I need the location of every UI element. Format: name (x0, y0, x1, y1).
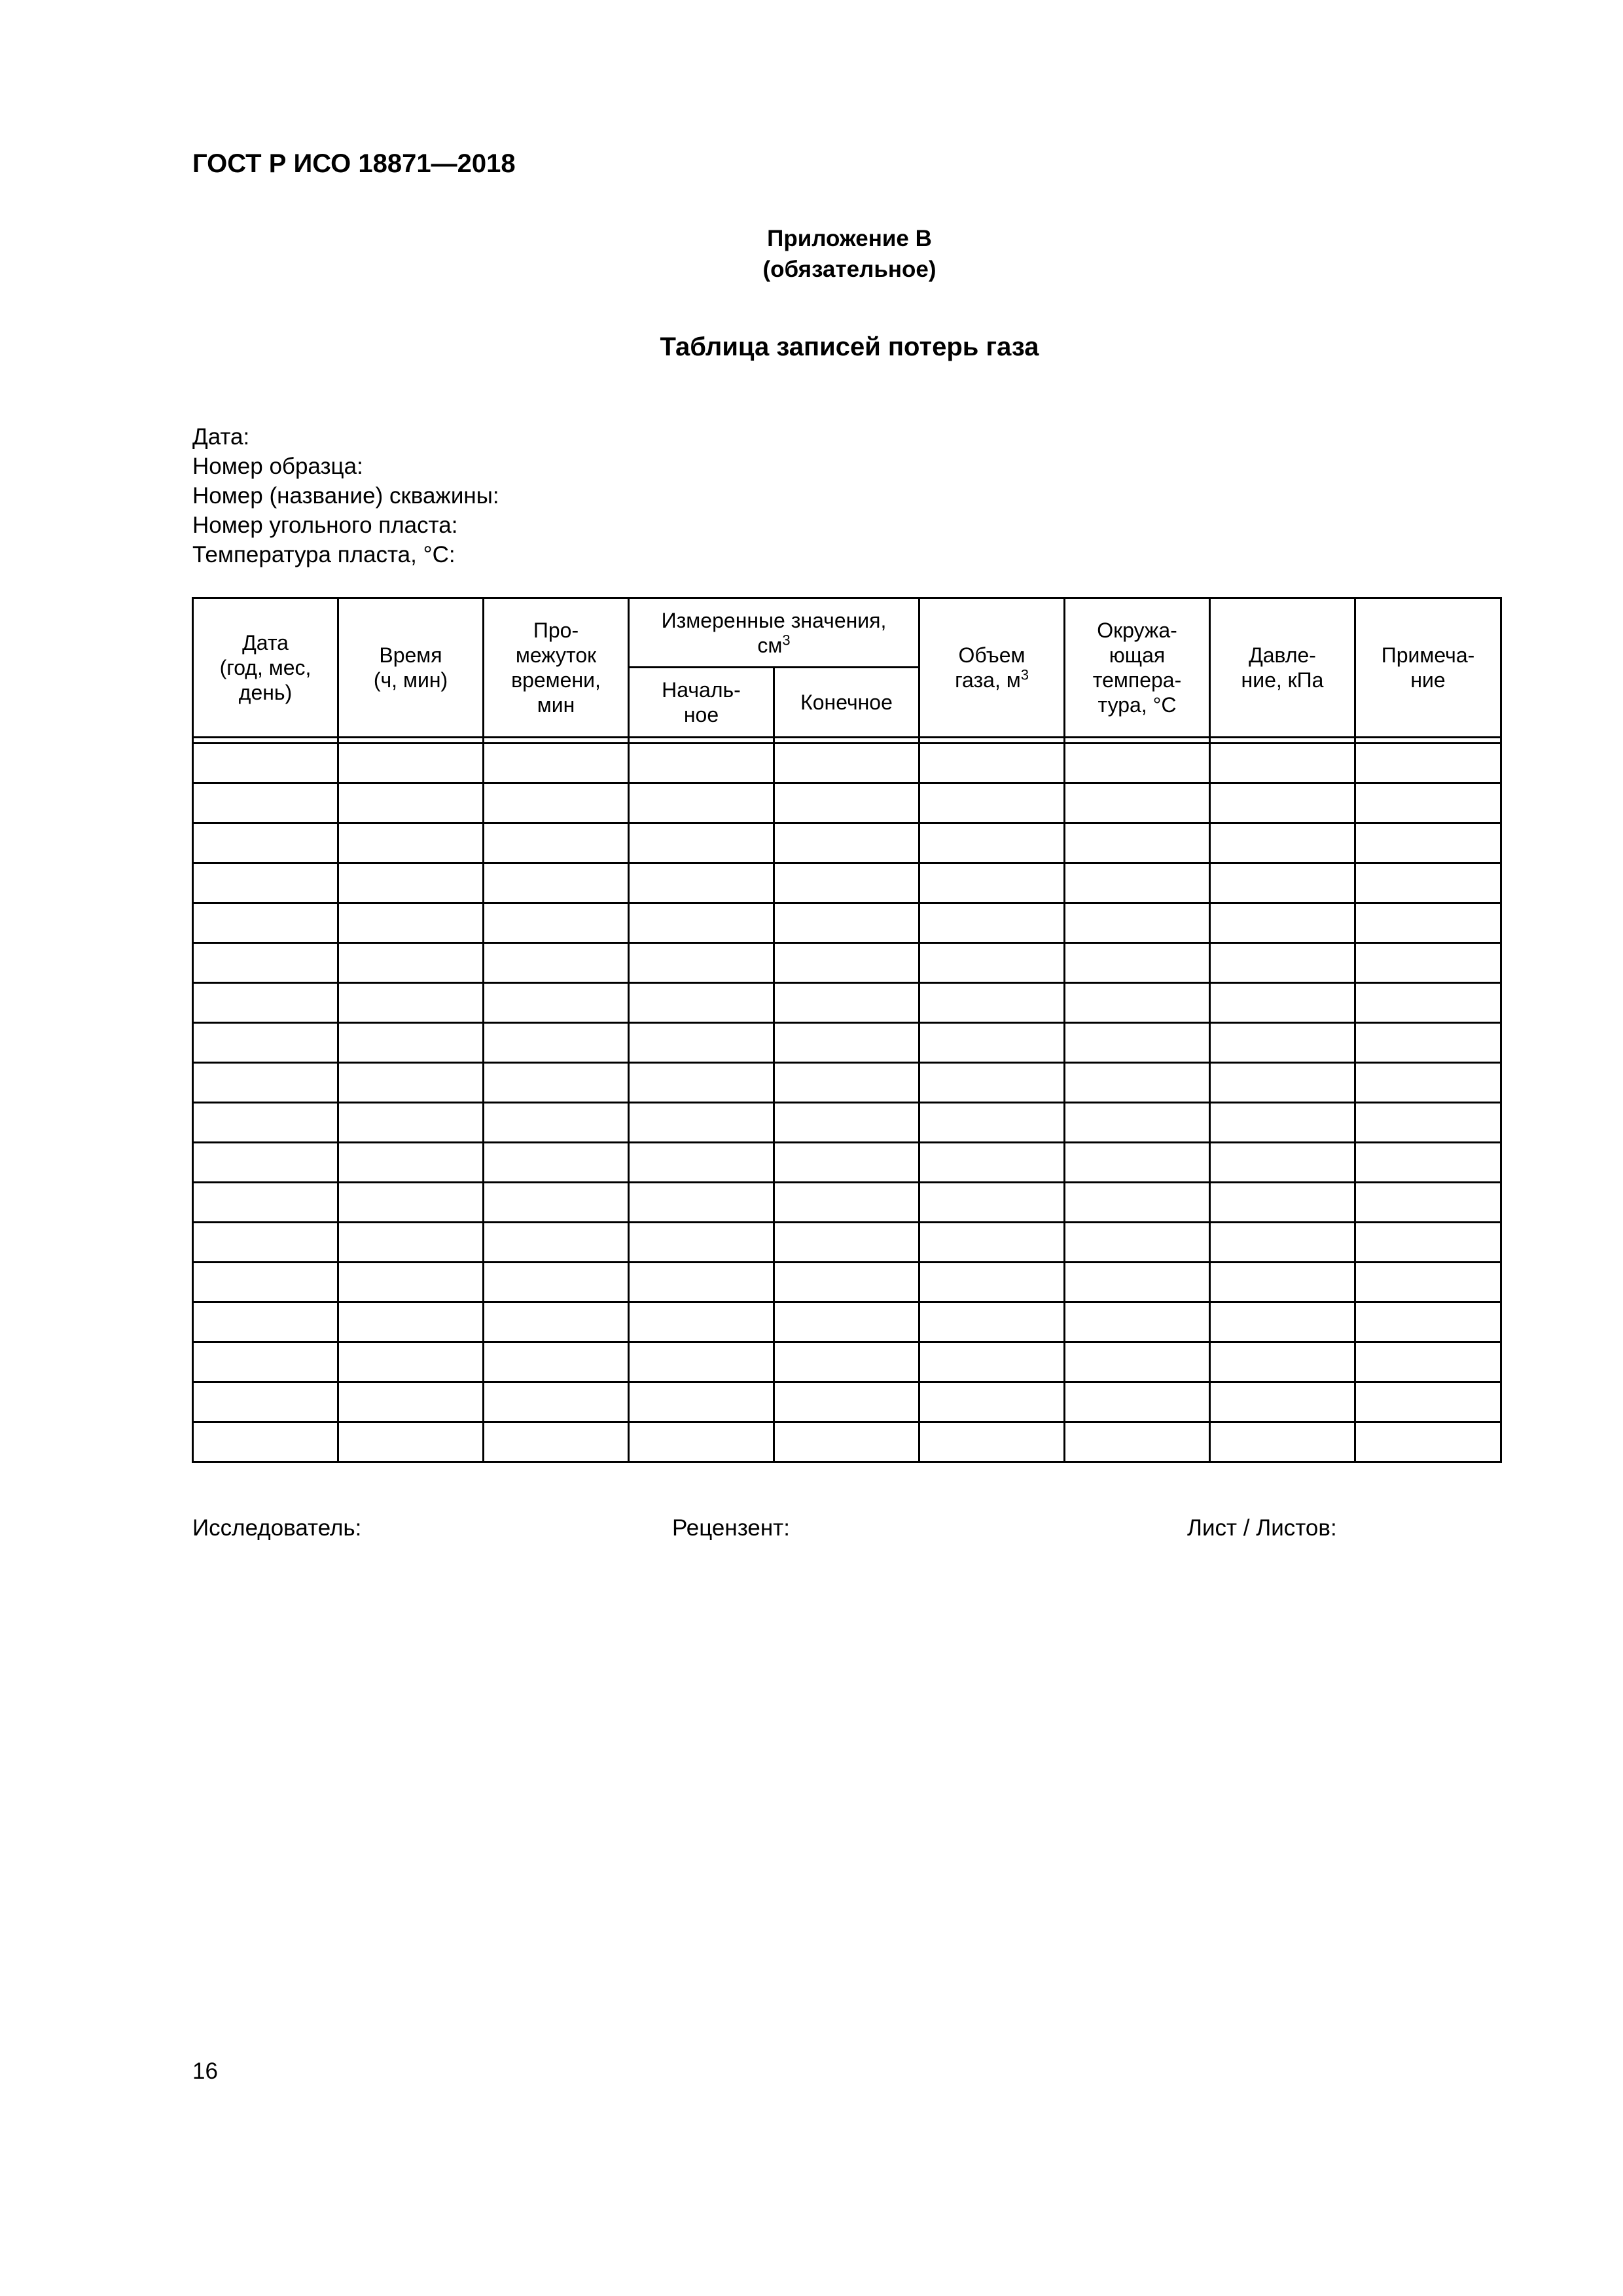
table-cell (338, 1143, 484, 1183)
table-cell (338, 1302, 484, 1342)
field-seam-temperature-label: Температура пласта, °С: (192, 542, 455, 567)
table-cell (1210, 1023, 1355, 1063)
table-row (193, 1342, 1501, 1382)
table-cell (1065, 1103, 1210, 1143)
field-date-label: Дата: (192, 424, 250, 450)
table-cell (1065, 863, 1210, 903)
table-cell (484, 1302, 629, 1342)
table-cell (193, 1143, 338, 1183)
table-cell (629, 1063, 774, 1103)
header-gas-volume: Объем газа, $м^3$ (919, 598, 1065, 738)
table-cell (338, 1342, 484, 1382)
table-cell (484, 1263, 629, 1302)
table-row (193, 744, 1501, 783)
table-cell (193, 943, 338, 983)
field-well-label: Номер (название) скважины: (192, 483, 499, 509)
researcher-label: Исследователь: (192, 1515, 362, 1541)
table-cell (629, 1422, 774, 1462)
table-cell (1210, 1342, 1355, 1382)
table-cell (338, 783, 484, 823)
table-cell (629, 1342, 774, 1382)
table-cell (484, 1422, 629, 1462)
table-cell (1210, 903, 1355, 943)
field-sample-number-label: Номер образца: (192, 454, 363, 479)
table-cell (629, 903, 774, 943)
table-cell (919, 1342, 1065, 1382)
table-cell (1355, 863, 1501, 903)
table-cell (1065, 1342, 1210, 1382)
table-cell (919, 943, 1065, 983)
table-cell (338, 1422, 484, 1462)
table-cell (1065, 744, 1210, 783)
table-cell (484, 744, 629, 783)
table-cell (774, 744, 919, 783)
table-cell (774, 1143, 919, 1183)
table-cell (1355, 744, 1501, 783)
table-row (193, 863, 1501, 903)
table-cell (1210, 983, 1355, 1023)
header-final: Конечное (774, 668, 919, 738)
table-cell (338, 903, 484, 943)
table-cell (193, 744, 338, 783)
header-pressure: Давле- ние, кПа (1210, 598, 1355, 738)
table-cell (1355, 983, 1501, 1023)
table-cell (1065, 903, 1210, 943)
table-cell (484, 1143, 629, 1183)
table-cell (629, 1143, 774, 1183)
table-cell (1355, 1063, 1501, 1103)
header-date: Дата (год, мес, день) (193, 598, 338, 738)
table-cell (1065, 1223, 1210, 1263)
table-cell (629, 1103, 774, 1143)
table-cell (919, 1263, 1065, 1302)
table-cell (774, 1063, 919, 1103)
table-cell (193, 823, 338, 863)
form-fields (192, 422, 499, 569)
table-cell (629, 1223, 774, 1263)
table-cell (774, 903, 919, 943)
table-cell (1210, 1143, 1355, 1183)
table-cell (919, 823, 1065, 863)
table-cell (338, 1063, 484, 1103)
table-cell (1210, 1302, 1355, 1342)
table-cell (338, 1183, 484, 1223)
table-cell (1065, 1382, 1210, 1422)
table-cell (1065, 1183, 1210, 1223)
table-cell (193, 1063, 338, 1103)
table-cell (193, 1382, 338, 1422)
table-cell (484, 1023, 629, 1063)
table-cell (484, 903, 629, 943)
table-cell (193, 1223, 338, 1263)
table-row (193, 1143, 1501, 1183)
table-cell (919, 863, 1065, 903)
table-cell (338, 823, 484, 863)
table-cell (774, 1263, 919, 1302)
field-coal-seam-label: Номер угольного пласта: (192, 512, 458, 538)
table-cell (1210, 744, 1355, 783)
table-cell (1355, 1382, 1501, 1422)
table-cell (629, 1023, 774, 1063)
table-cell (1355, 1342, 1501, 1382)
table-cell (484, 1063, 629, 1103)
table-title: Таблица записей потерь газа (660, 332, 1039, 361)
table-cell (629, 1263, 774, 1302)
reviewer-label: Рецензент: (672, 1515, 790, 1541)
table-cell (774, 943, 919, 983)
table-cell (774, 1183, 919, 1223)
table-cell (484, 1223, 629, 1263)
header-initial: Началь- ное (629, 668, 774, 738)
table-row (193, 1302, 1501, 1342)
table-cell (1210, 863, 1355, 903)
table-cell (484, 1183, 629, 1223)
table-cell (484, 823, 629, 863)
table-cell (774, 1302, 919, 1342)
table-row (193, 983, 1501, 1023)
table-cell (193, 1103, 338, 1143)
table-row (193, 1422, 1501, 1462)
table-row (193, 823, 1501, 863)
table-cell (1065, 823, 1210, 863)
table-cell (484, 1103, 629, 1143)
table-cell (919, 1063, 1065, 1103)
table-cell (1210, 1103, 1355, 1143)
appendix-title: Приложение В (767, 226, 932, 251)
table-cell (1355, 823, 1501, 863)
table-cell (774, 1223, 919, 1263)
table-cell (484, 863, 629, 903)
table-cell (1355, 1143, 1501, 1183)
header-time: Время (ч, мин) (338, 598, 484, 738)
table-cell (774, 863, 919, 903)
table-cell (193, 863, 338, 903)
table-cell (919, 1103, 1065, 1143)
table-cell (193, 1302, 338, 1342)
table-cell (629, 1302, 774, 1342)
document-code: ГОСТ Р ИСО 18871—2018 (192, 149, 516, 178)
table-cell (1065, 983, 1210, 1023)
table-cell (774, 1103, 919, 1143)
table-cell (774, 983, 919, 1023)
table-cell (1355, 1223, 1501, 1263)
table-cell (629, 863, 774, 903)
table-cell (1355, 783, 1501, 823)
table-cell (1065, 1263, 1210, 1302)
table-row (193, 943, 1501, 983)
table-cell (1065, 783, 1210, 823)
table-cell (919, 783, 1065, 823)
page-number: 16 (192, 2058, 218, 2084)
table-cell (1210, 783, 1355, 823)
table-cell (1210, 943, 1355, 983)
table-cell (629, 1183, 774, 1223)
table-cell (484, 1342, 629, 1382)
table-cell (1355, 1302, 1501, 1342)
table-row (193, 1382, 1501, 1422)
table-cell (1065, 1063, 1210, 1103)
table-cell (338, 1023, 484, 1063)
table-cell (193, 1263, 338, 1302)
table-cell (919, 903, 1065, 943)
table-cell (1355, 903, 1501, 943)
table-cell (774, 1382, 919, 1422)
table-cell (1210, 1382, 1355, 1422)
header-notes: Примеча- ние (1355, 598, 1501, 738)
table-cell (338, 1263, 484, 1302)
table-cell (774, 1422, 919, 1462)
table-row (193, 1183, 1501, 1223)
header-separator (193, 738, 1501, 744)
table-cell (338, 1223, 484, 1263)
table-cell (193, 783, 338, 823)
table-cell (919, 1422, 1065, 1462)
table-cell (338, 1103, 484, 1143)
table-cell (1355, 1263, 1501, 1302)
table-cell (1210, 823, 1355, 863)
table-cell (1210, 1422, 1355, 1462)
header-interval: Про- межуток времени, мин (484, 598, 629, 738)
table-cell (338, 863, 484, 903)
table-cell (774, 1023, 919, 1063)
table-cell (629, 943, 774, 983)
table-cell (193, 1023, 338, 1063)
table-cell (1210, 1063, 1355, 1103)
table-cell (1210, 1263, 1355, 1302)
table-cell (1065, 1302, 1210, 1342)
table-cell (774, 783, 919, 823)
table-cell (1065, 1023, 1210, 1063)
table-cell (1065, 1143, 1210, 1183)
table-cell (1210, 1183, 1355, 1223)
table-row (193, 783, 1501, 823)
table-cell (1355, 1023, 1501, 1063)
header-ambient-temperature: Окружа- ющая темпера- тура, °С (1065, 598, 1210, 738)
table-cell (484, 983, 629, 1023)
table-cell (338, 983, 484, 1023)
table-cell (1355, 943, 1501, 983)
table-cell (919, 1302, 1065, 1342)
table-cell (919, 1382, 1065, 1422)
table-cell (1210, 1223, 1355, 1263)
table-cell (919, 1023, 1065, 1063)
table-body (193, 744, 1501, 1462)
header-measured-values: Измеренные значения, $см^3$ (629, 598, 919, 668)
appendix-status: (обязательное) (762, 257, 936, 282)
table-cell (629, 823, 774, 863)
table-cell (1065, 943, 1210, 983)
table-row (193, 1223, 1501, 1263)
table-cell (484, 1382, 629, 1422)
table-row (193, 903, 1501, 943)
table-cell (774, 1342, 919, 1382)
gas-loss-table (192, 597, 1502, 1463)
table-row (193, 1263, 1501, 1302)
table-row (193, 1063, 1501, 1103)
table-cell (1355, 1103, 1501, 1143)
table-cell (919, 983, 1065, 1023)
table-cell (193, 903, 338, 943)
table-cell (484, 783, 629, 823)
table-cell (1355, 1422, 1501, 1462)
table-cell (193, 1183, 338, 1223)
table-cell (919, 1143, 1065, 1183)
table-cell (629, 983, 774, 1023)
table-cell (484, 943, 629, 983)
table-cell (193, 983, 338, 1023)
table-cell (629, 783, 774, 823)
table-cell (919, 1223, 1065, 1263)
table-cell (629, 744, 774, 783)
sheets-label: Лист / Листов: (1187, 1515, 1337, 1541)
table-row (193, 1023, 1501, 1063)
table-row (193, 1103, 1501, 1143)
table-cell (338, 744, 484, 783)
table-cell (193, 1422, 338, 1462)
table-cell (338, 1382, 484, 1422)
table-cell (919, 1183, 1065, 1223)
table-cell (338, 943, 484, 983)
table-cell (919, 744, 1065, 783)
table-cell (193, 1342, 338, 1382)
table-cell (629, 1382, 774, 1422)
table-cell (1065, 1422, 1210, 1462)
table-cell (1355, 1183, 1501, 1223)
table-cell (774, 823, 919, 863)
